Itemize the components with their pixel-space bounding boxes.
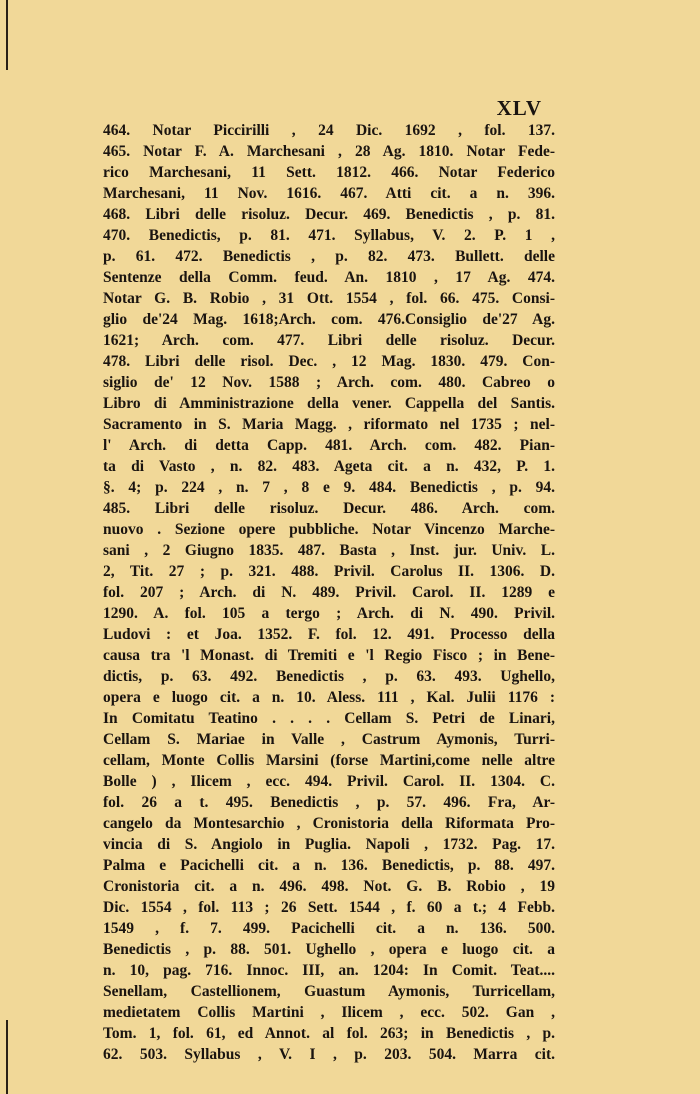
- text-line: n. 10, pag. 716. Innoc. III, an. 1204: In Comit. Teat....: [103, 962, 555, 979]
- text-line: Sentenze della Comm. feud. An. 1810 , 17 Ag. 474.: [103, 269, 555, 286]
- text-line: 1621; Arch. com. 477. Libri delle risoluz. Decur.: [103, 332, 555, 349]
- page-number: XLV: [496, 96, 542, 120]
- text-line: fol. 26 a t. 495. Benedictis , p. 57. 496. Fra, Ar-: [103, 794, 555, 811]
- text-line: Marchesani, 11 Nov. 1616. 467. Atti cit. a n. 396.: [103, 185, 555, 202]
- text-line: Notar G. B. Robio , 31 Ott. 1554 , fol. 66. 475. Consi-: [103, 290, 555, 307]
- text-line: siglio de' 12 Nov. 1588 ; Arch. com. 480. Cabreo o: [103, 374, 555, 391]
- text-line: Bolle ) , Ilicem , ecc. 494. Privil. Carol. II. 1304. C.: [103, 773, 555, 790]
- text-line: 1549 , f. 7. 499. Pacichelli cit. a n. 136. 500.: [103, 920, 555, 937]
- text-line: 485. Libri delle risoluz. Decur. 486. Arch. com.: [103, 500, 555, 517]
- text-line: 465. Notar F. A. Marchesani , 28 Ag. 1810. Notar Fede-: [103, 143, 555, 160]
- text-line: 2, Tit. 27 ; p. 321. 488. Privil. Carolus II. 1306. D.: [103, 563, 555, 580]
- text-line: Dic. 1554 , fol. 113 ; 26 Sett. 1544 , f. 60 a t.; 4 Febb.: [103, 899, 555, 916]
- margin-mark-top: [6, 0, 8, 70]
- text-line: Palma e Pacichelli cit. a n. 136. Benedictis, p. 88. 497.: [103, 857, 555, 874]
- text-line: 478. Libri delle risol. Dec. , 12 Mag. 1830. 479. Con-: [103, 353, 555, 370]
- text-line: §. 4; p. 224 , n. 7 , 8 e 9. 484. Benedictis , p. 94.: [103, 479, 555, 496]
- text-line: 464. Notar Piccirilli , 24 Dic. 1692 , fol. 137.: [103, 122, 555, 139]
- text-line: ta di Vasto , n. 82. 483. Ageta cit. a n. 432, P. 1.: [103, 458, 555, 475]
- text-line: 62. 503. Syllabus , V. I , p. 203. 504. Marra cit.: [103, 1046, 555, 1063]
- text-line: 470. Benedictis, p. 81. 471. Syllabus, V. 2. P. 1 ,: [103, 227, 555, 244]
- text-line: vincia di S. Angiolo in Puglia. Napoli , 1732. Pag. 17.: [103, 836, 555, 853]
- text-line: dictis, p. 63. 492. Benedictis , p. 63. 493. Ughello,: [103, 668, 555, 685]
- text-line: sani , 2 Giugno 1835. 487. Basta , Inst. jur. Univ. L.: [103, 542, 555, 559]
- text-line: Ludovi : et Joa. 1352. F. fol. 12. 491. Processo della: [103, 626, 555, 643]
- text-line: 1290. A. fol. 105 a tergo ; Arch. di N. 490. Privil.: [103, 605, 555, 622]
- text-line: glio de'24 Mag. 1618;Arch. com. 476.Consiglio de'27 Ag.: [103, 311, 555, 328]
- text-block: [103, 120, 555, 1065]
- text-line: cellam, Monte Collis Marsini (forse Martini,come nelle altre: [103, 752, 555, 769]
- text-line: Libro di Amministrazione della vener. Cappella del Santis.: [103, 395, 555, 412]
- text-line: cangelo da Montesarchio , Cronistoria della Riformata Pro-: [103, 815, 555, 832]
- text-line: p. 61. 472. Benedictis , p. 82. 473. Bullett. delle: [103, 248, 555, 265]
- margin-mark-bottom: [6, 1020, 8, 1094]
- text-line: Tom. 1, fol. 61, ed Annot. al fol. 263; in Benedictis , p.: [103, 1025, 555, 1042]
- text-line: causa tra 'l Monast. di Tremiti e 'l Regio Fisco ; in Bene-: [103, 647, 555, 664]
- text-line: Senellam, Castellionem, Guastum Aymonis, Turricellam,: [103, 983, 555, 1000]
- text-line: opera e luogo cit. a n. 10. Aless. 111 , Kal. Julii 1176 :: [103, 689, 555, 706]
- text-line: medietatem Collis Martini , Ilicem , ecc. 502. Gan ,: [103, 1004, 555, 1021]
- text-line: fol. 207 ; Arch. di N. 489. Privil. Carol. II. 1289 e: [103, 584, 555, 601]
- text-line: l' Arch. di detta Capp. 481. Arch. com. 482. Pian-: [103, 437, 555, 454]
- text-line: Sacramento in S. Maria Magg. , riformato nel 1735 ; nel-: [103, 416, 555, 433]
- text-line: In Comitatu Teatino . . . . Cellam S. Petri de Linari,: [103, 710, 555, 727]
- text-line: Cellam S. Mariae in Valle , Castrum Aymonis, Turri-: [103, 731, 555, 748]
- text-line: nuovo . Sezione opere pubbliche. Notar Vincenzo Marche-: [103, 521, 555, 538]
- text-line: rico Marchesani, 11 Sett. 1812. 466. Notar Federico: [103, 164, 555, 181]
- text-line: Cronistoria cit. a n. 496. 498. Not. G. B. Robio , 19: [103, 878, 555, 895]
- text-line: 468. Libri delle risoluz. Decur. 469. Benedictis , p. 81.: [103, 206, 555, 223]
- text-line: Benedictis , p. 88. 501. Ughello , opera e luogo cit. a: [103, 941, 555, 958]
